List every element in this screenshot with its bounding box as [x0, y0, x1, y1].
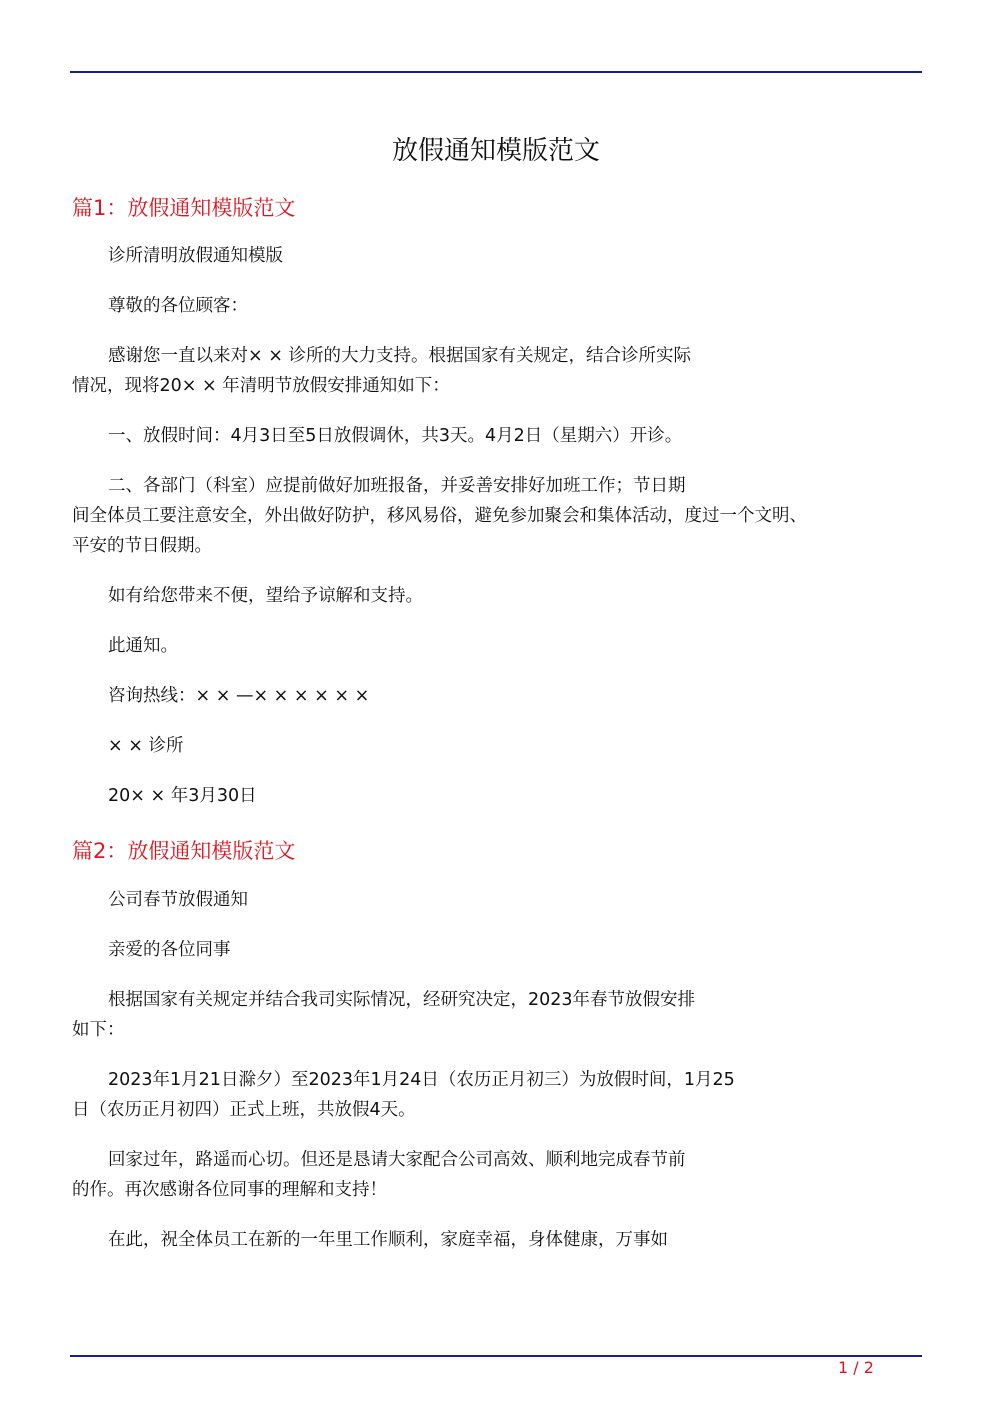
page-number: 1 / 2: [838, 1358, 874, 1377]
paragraph-line: 如有给您带来不便，望给予谅解和支持。: [108, 586, 423, 606]
paragraph-line: 2023年1月21日滁夕）至2023年1月24日（农历正月初三）为放假时间，1月25: [108, 1070, 735, 1090]
section-heading: 篇1：放假通知模版范文: [72, 196, 296, 220]
paragraph-line: 此通知。: [108, 636, 178, 656]
paragraph-line: 二、各部门（科室）应提前做好加班报备，并妥善安排好加班工作；节日期: [108, 476, 686, 496]
paragraph-line: 亲爱的各位同事: [108, 940, 231, 960]
paragraph-line: 诊所清明放假通知模版: [108, 246, 283, 266]
paragraph-line: 情况，现将20× × 年清明节放假安排通知如下：: [72, 376, 450, 396]
paragraph-line: × × 诊所: [108, 736, 184, 756]
header-rule: [70, 71, 922, 73]
paragraph-line: 回家过年，路遥而心切。但还是恳请大家配合公司高效、顺利地完成春节前: [108, 1150, 686, 1170]
paragraph-line: 间全体员工要注意安全，外出做好防护，移风易俗，避免参加聚会和集体活动，度过一个文明、: [72, 506, 807, 526]
paragraph-line: 20× × 年3月30日: [108, 786, 257, 806]
document-title: 放假通知模版范文: [391, 136, 600, 166]
paragraph-line: 一、放假时间：4月3日至5日放假调休，共3天。4月2日（星期六）开诊。: [108, 426, 683, 446]
section-heading: 篇2：放假通知模版范文: [72, 839, 296, 863]
paragraph-line: 根据国家有关规定并结合我司实际情况，经研究决定，2023年春节放假安排: [108, 990, 696, 1010]
paragraph-line: 的作。再次感谢各位同事的理解和支持！: [72, 1180, 387, 1200]
paragraph-line: 日（农历正月初四）正式上班，共放假4天。: [72, 1100, 416, 1120]
paragraph-line: 尊敬的各位顾客：: [108, 296, 248, 316]
paragraph-line: 公司春节放假通知: [108, 890, 248, 910]
paragraph-line: 平安的节日假期。: [72, 536, 212, 556]
paragraph-line: 咨询热线：× × —× × × × × ×: [108, 686, 370, 706]
footer-rule: [70, 1355, 922, 1357]
paragraph-line: 感谢您一直以来对× × 诊所的大力支持。根据国家有关规定，结合诊所实际: [108, 346, 691, 366]
paragraph-line: 在此，祝全体员工在新的一年里工作顺利，家庭幸福，身体健康，万事如: [108, 1230, 668, 1250]
paragraph-line: 如下：: [72, 1020, 125, 1040]
